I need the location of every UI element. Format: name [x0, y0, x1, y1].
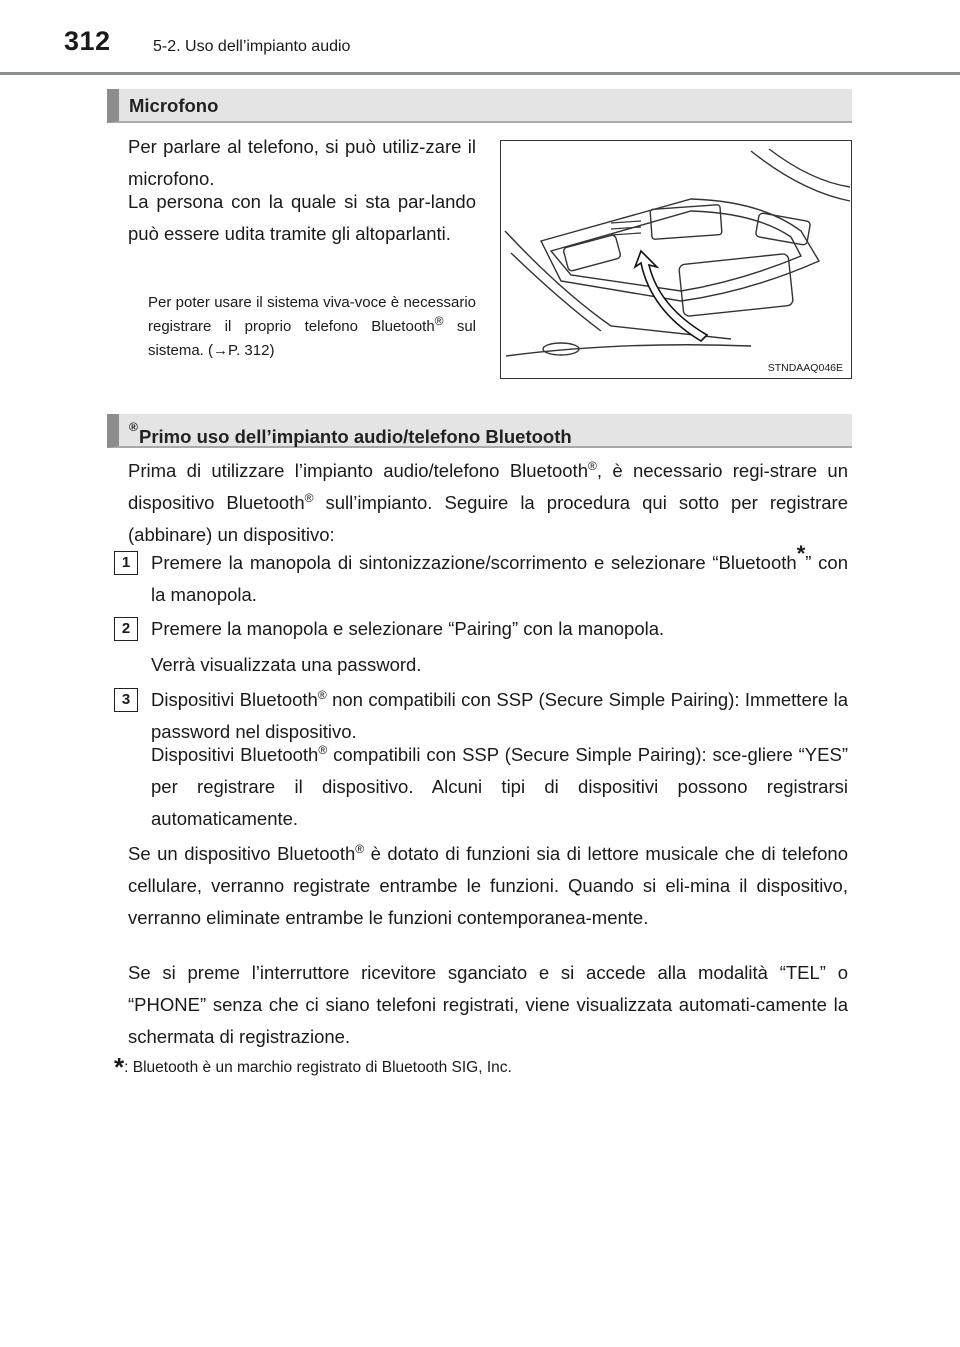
note-text: Per poter usare il sistema viva-voce è necessario registrare il proprio telefono Bluetooth: [148, 294, 476, 335]
microfono-note: [148, 291, 476, 363]
registered-mark: ®: [355, 841, 365, 856]
microphone-illustration: [500, 140, 852, 379]
registered-mark: ®: [129, 420, 138, 434]
footnote: *: Bluetooth è un marchio registrato di Bluetooth SIG, Inc.: [114, 1052, 512, 1082]
step-number-3: 3: [114, 688, 138, 712]
page-number: 312: [64, 26, 111, 56]
registered-mark: ®: [588, 458, 597, 473]
registered-mark: ®: [318, 742, 328, 757]
bluetooth-music-paragraph: Se un dispositivo Bluetooth® è dotato di funzioni sia di lettore musicale che di telefono cellulare, verranno registrate entrambe le funzioni. Quando si eli-mina il dispositivo, verranno eliminate entrambe le funzioni contemporanea-mente.: [128, 841, 848, 928]
registered-mark: ®: [317, 687, 327, 702]
step-number-1: 1: [114, 551, 138, 575]
microfono-paragraph-1: Per parlare al telefono, si può utiliz-zare il microfono.: [128, 136, 476, 189]
section-heading-microfono: [107, 89, 852, 123]
step-3-text-1: Dispositivi Bluetooth® non compatibili con SSP (Secure Simple Pairing): Immettere la password nel dispositivo.: [151, 687, 848, 742]
note-text-2: sul sistema. (: [148, 318, 476, 359]
image-code: STNDAAQ046E: [767, 362, 843, 374]
section-title: Microfono: [129, 95, 219, 116]
overhead-console-drawing: [501, 141, 853, 380]
registered-mark: ®: [434, 314, 444, 328]
step-2-text: Premere la manopola e selezionare “Pairing” con la manopola.: [151, 618, 665, 639]
step-3-text-2: Dispositivi Bluetooth® compatibili con SSP (Secure Simple Pairing): sce-gliere “YES” per registrare il dispositivo. Alcuni tipi di dispositivi possono registrarsi automaticamente.: [151, 742, 848, 829]
chapter-title: 5-2. Uso dell’impianto audio: [153, 38, 351, 55]
step-number-2: 2: [114, 617, 138, 641]
section-title: Primo uso dell’impianto audio/telefono Bluetooth ®: [129, 420, 572, 447]
arrow-icon: →: [213, 342, 229, 359]
section-heading-bluetooth: [107, 414, 852, 448]
bluetooth-intro: Prima di utilizzare l’impianto audio/telefono Bluetooth®, è necessario regi-strare un dispositivo Bluetooth® sull’impianto. Seguire la procedura qui sotto per registrare (abbinare) un dispositivo:: [128, 458, 848, 545]
step-2-subtext: Verrà visualizzata una password.: [151, 654, 422, 675]
header-rule: [0, 72, 960, 75]
step-1-text: Premere la manopola di sintonizzazione/scorrimento e selezionare “Bluetooth*” con la manopola.: [151, 541, 848, 605]
bluetooth-tel-paragraph: Se si preme l’interruttore ricevitore sganciato e si accede alla modalità “TEL” o “PHONE” senza che ci siano telefoni registrati, viene visualizzata automati-camente la schermata di registrazione.: [128, 962, 848, 1047]
asterisk-icon: *: [114, 1052, 125, 1082]
microfono-paragraph-2: La persona con la quale si sta par-lando può essere udita tramite gli altoparlanti.: [128, 191, 476, 244]
page-reference-link[interactable]: P. 312): [228, 342, 275, 359]
registered-mark: ®: [304, 490, 314, 505]
asterisk-icon: *: [796, 541, 806, 566]
